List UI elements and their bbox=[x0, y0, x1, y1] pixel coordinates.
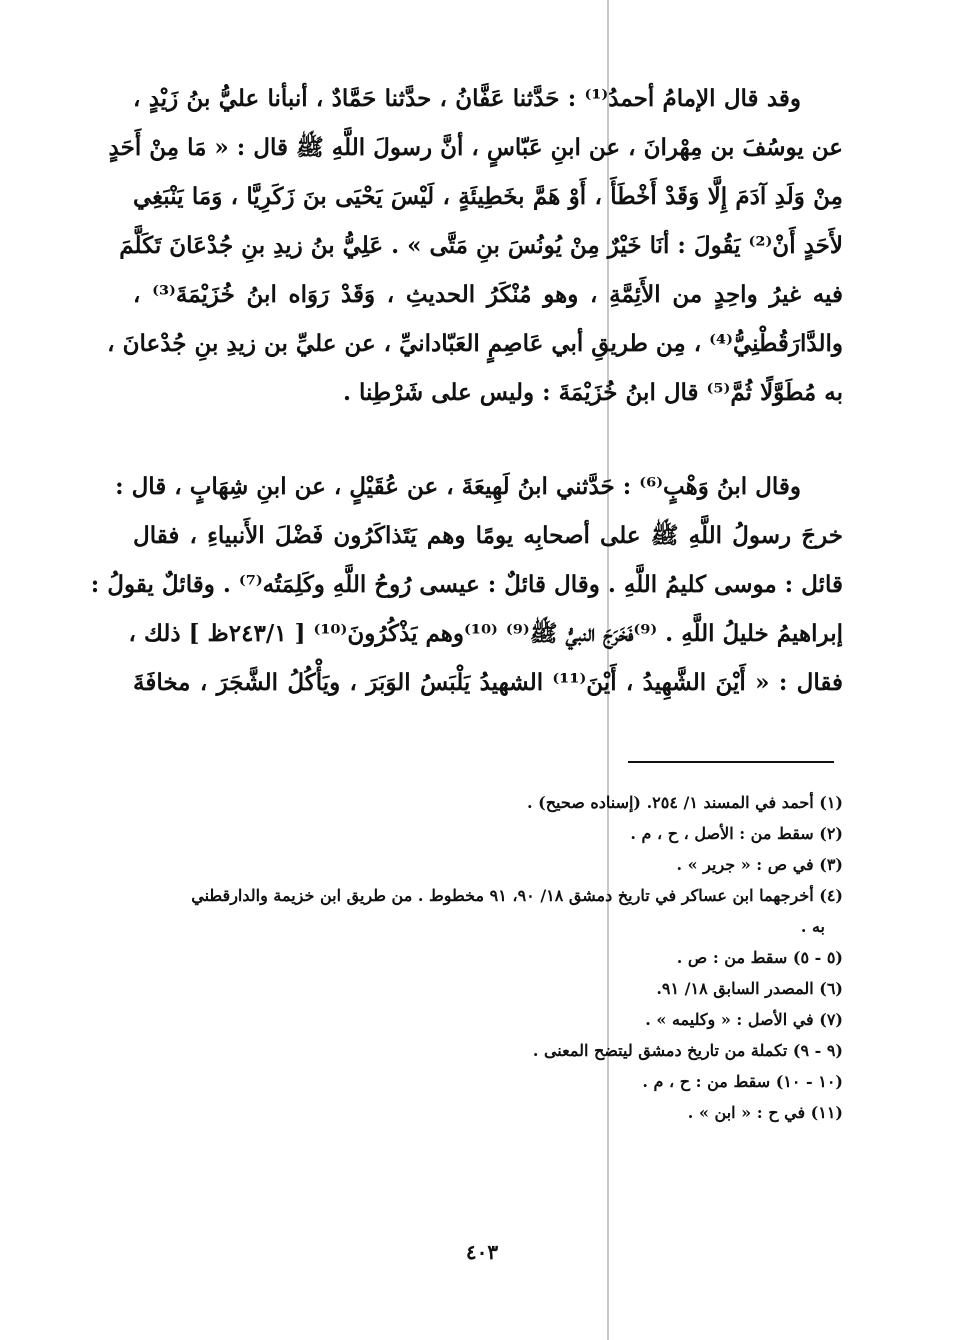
text-line: وقد قال الإمامُ أحمدُ⁽¹⁾ : حَدَّثنا عَفَّانُ ، حدَّثنا حَمَّادٌ ، أنبأنا عليُّ بنُ زَيْدٍ ، bbox=[133, 85, 801, 112]
footnote: (٤) أخرجهما ابن عساكر في تاريخ دمشق ١٨/ ٩٠، ٩١ مخطوط . من طريق ابن خزيمة والدارقطني bbox=[191, 886, 843, 905]
footnote: (٥ - ٥) سقط من : ص . bbox=[676, 948, 843, 967]
footnote-continuation: به . bbox=[800, 917, 825, 936]
text-line: لأَحَدٍ أَنْ⁽²⁾ يَقُولَ : أنَا خَيْرٌ مِنْ يُونُسَ بنِ مَتَّى » . عَلِيُّ بنُ زيدِ بنِ جُدْعَانَ تَكَلَّمَ bbox=[119, 232, 843, 259]
footnote: (٢) سقط من : الأصل ، ح ، م . bbox=[630, 824, 843, 843]
text-line: به مُطَوَّلًا ثُمَّ⁽⁵⁾ قال ابنُ خُزَيْمَةَ : وليس على شَرْطِنا . bbox=[342, 379, 843, 406]
footnote: (١) أحمد في المسند ١/ ٢٥٤. (إسناده صحيح) . bbox=[527, 793, 843, 812]
text-line: مِنْ وَلَدِ آدَمَ إِلَّا وَقَدْ أَخْطَأَ ، أَوْ هَمَّ بخَطِيئَةٍ ، لَيْسَ يَحْيَى بنَ زَكَرِيَّا ، وَمَا يَنْبَغِي bbox=[133, 183, 843, 210]
paragraph-1 bbox=[107, 74, 843, 417]
footnote: (٣) في ص : « جرير » . bbox=[676, 855, 843, 874]
footnote: (١١) في ح : « ابن » . bbox=[687, 1103, 843, 1122]
paragraph-2 bbox=[90, 462, 843, 707]
footnote: (١٠ - ١٠) سقط من : ح ، م . bbox=[642, 1072, 843, 1091]
footnote: (٩ - ٩) تكملة من تاريخ دمشق ليتضح المعنى . bbox=[532, 1041, 843, 1060]
footnote-separator bbox=[628, 761, 834, 763]
text-line: فقال : « أَيْنَ الشَّهِيدُ ، أَيْنَ⁽¹¹⁾ الشهيدُ يَلْبَسُ الوَبَرَ ، ويَأْكُلُ الشَّجَرَ ، مخافَةَ bbox=[133, 669, 843, 696]
footnote: (٦) المصدر السابق ١٨/ ٩١. bbox=[656, 979, 843, 998]
text-line: عن يوسُفَ بن مِهْرانَ ، عن ابنِ عَبّاسٍ ، أنَّ رسولَ اللَّهِ ﷺ قال : « مَا مِنْ أَحَدٍ bbox=[108, 134, 843, 161]
text-line: فيه غيرُ واحِدٍ من الأَئِمَّةِ ، وهو مُنْكَرُ الحديثِ ، وَقَدْ رَوَاه ابنُ خُزَيْمَةَ⁽³⁾ ، bbox=[133, 281, 843, 308]
text-line: إبراهيمُ خليلُ اللَّهِ . ⁽⁹⁾فَخَرَجَ النبيُّ ﷺ⁽⁹⁾ ⁽¹⁰⁾وهم يَذْكُرُونَ⁽¹⁰⁾ [ ٢٤٣/١ظ ] ذلك ، bbox=[128, 620, 843, 647]
footnote: (٧) في الأصل : « وكليمه » . bbox=[645, 1010, 843, 1029]
text-line: وقال ابنُ وَهْبٍ⁽⁶⁾ : حَدَّثني ابنُ لَهِيعَةَ ، عن عُقَيْلٍ ، عن ابنِ شِهَابٍ ، قال : bbox=[115, 473, 801, 500]
footnotes bbox=[133, 787, 843, 1128]
page-number: ٤٠٣ bbox=[465, 1240, 499, 1264]
text-line: خرجَ رسولُ اللَّهِ ﷺ على أصحابِه يومًا وهم يَتَذاكَرُون فَضْلَ الأَنبياءِ ، فقال bbox=[133, 522, 843, 549]
text-line: والدَّارَقُطْنِيُّ⁽⁴⁾ ، مِن طريقِ أبي عَاصِمٍ العَبّادانيِّ ، عن عليِّ بن زيدِ بنِ جُدْعانَ ، bbox=[107, 330, 843, 357]
text-line: قائل : موسى كليمُ اللَّهِ . وقال قائلٌ : عيسى رُوحُ اللَّهِ وكَلِمَتُه⁽⁷⁾ . وقائلٌ يقولُ : bbox=[90, 571, 843, 598]
